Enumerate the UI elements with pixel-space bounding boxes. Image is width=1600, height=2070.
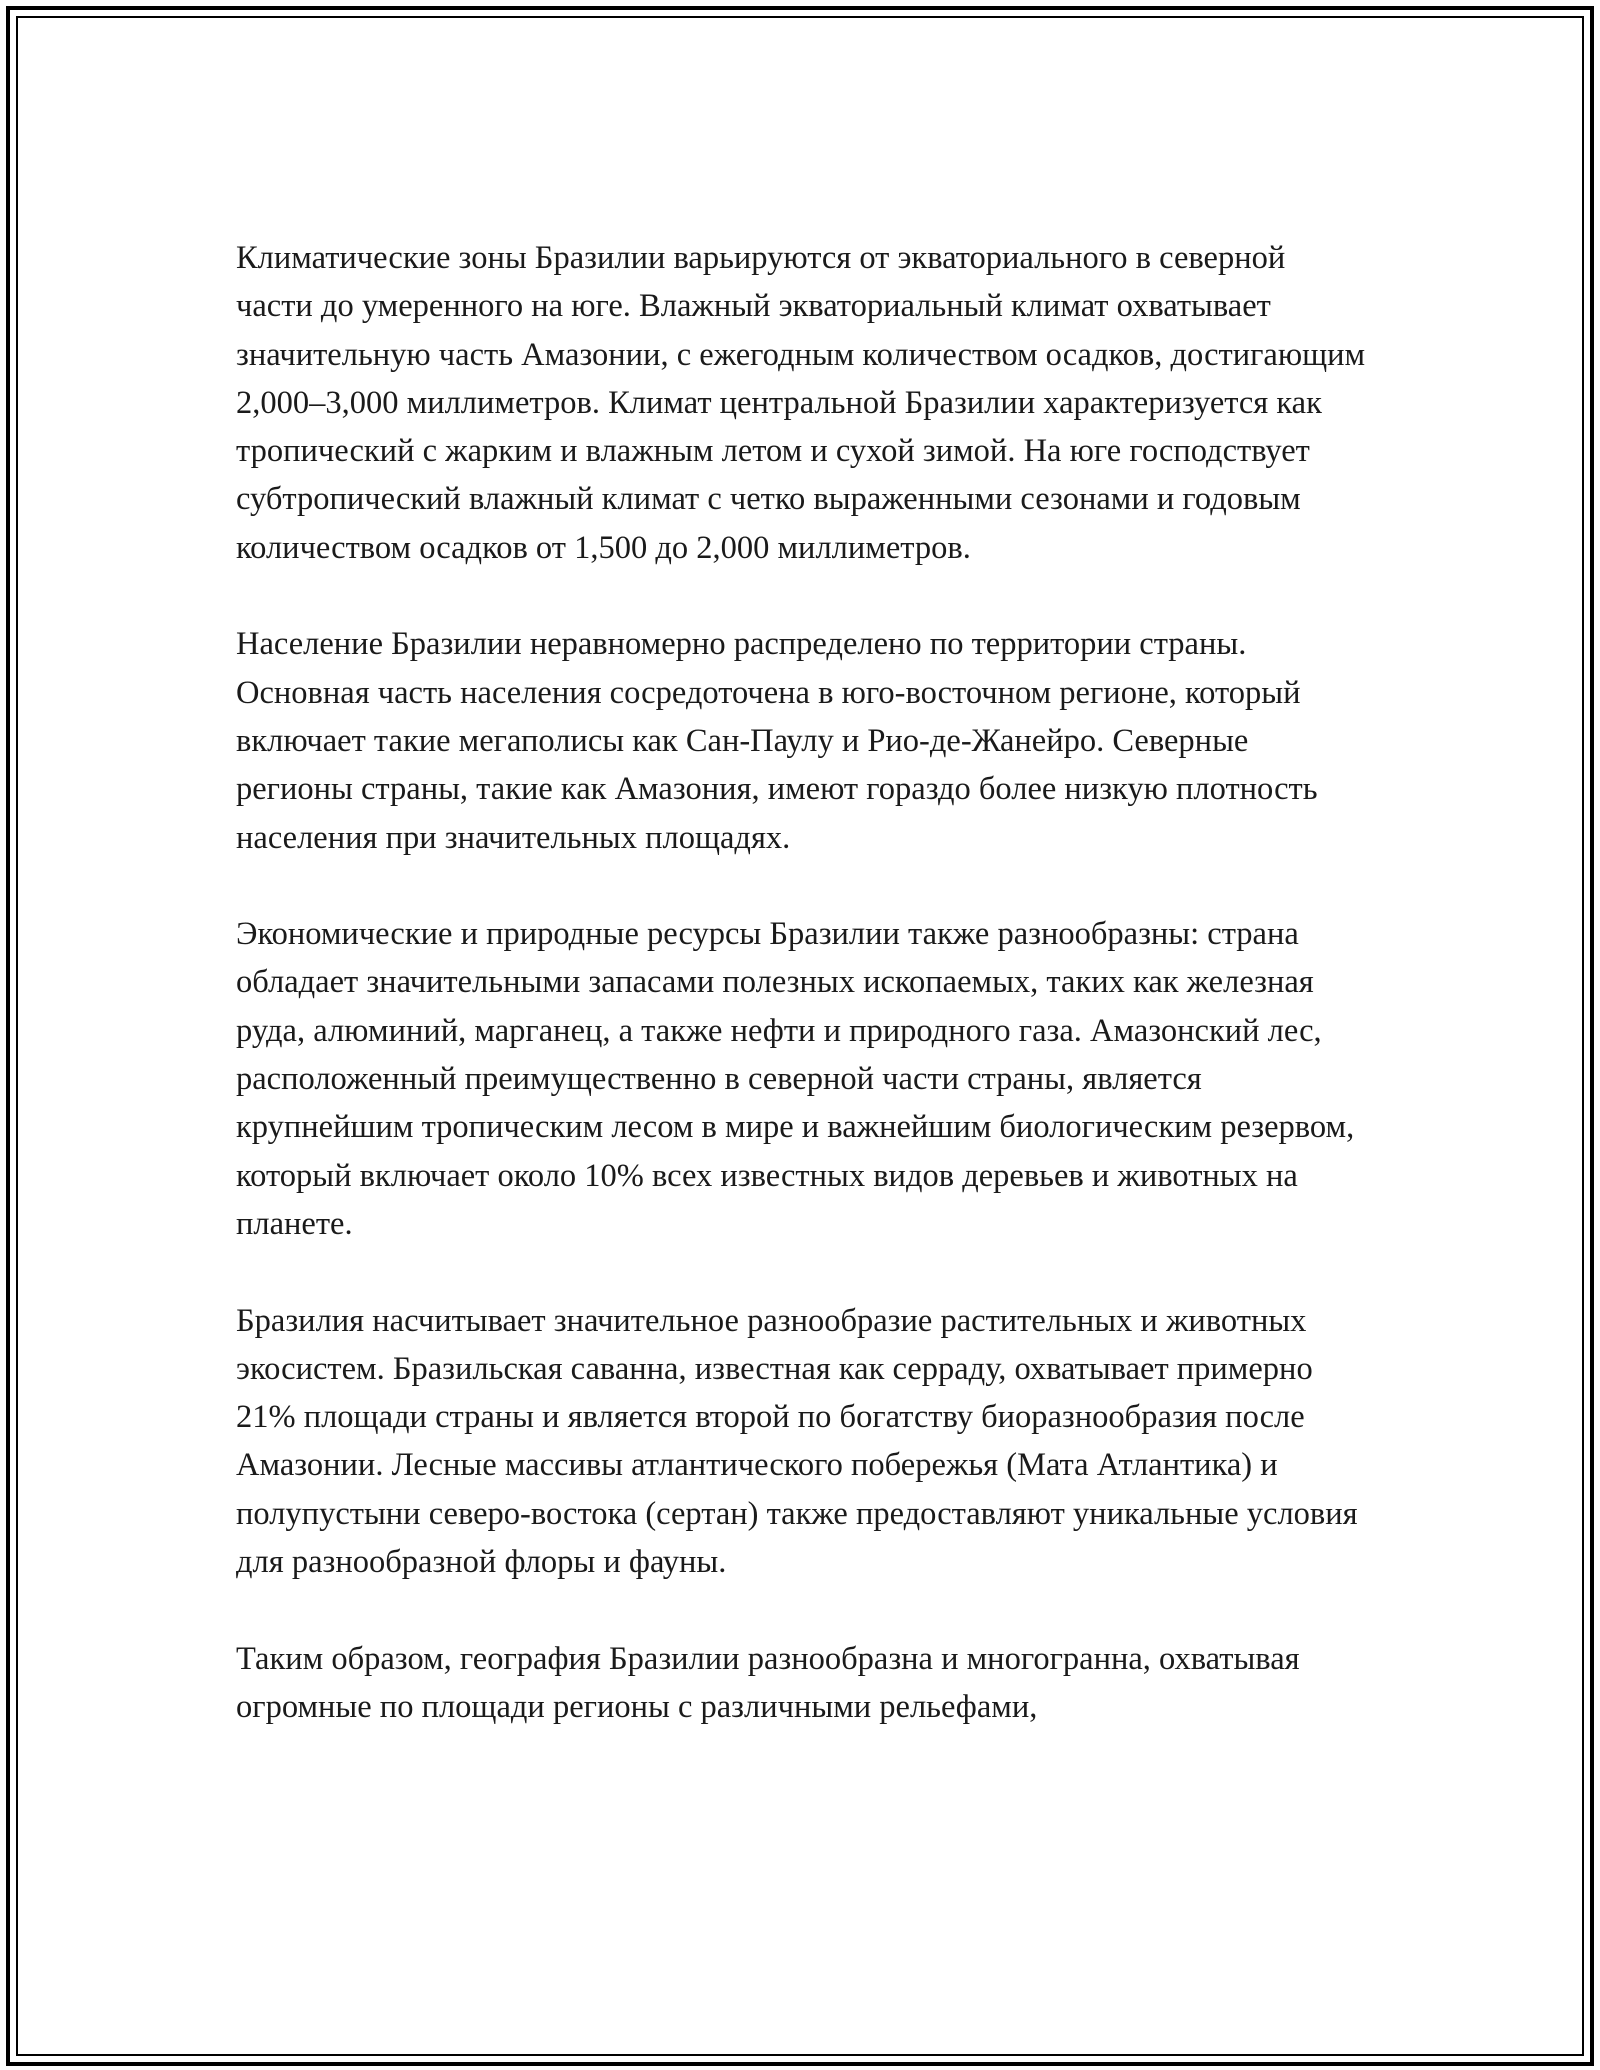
paragraph-population: Население Бразилии неравномерно распределено по территории страны. Основная часть населения сосредоточена в юго-восточном регионе, который включает такие мегаполисы как Сан-Паулу и Рио-де-Жанейро. Северные регионы страны, такие как Амазония, имеют гораздо более низкую плотность населения при значительных площадях. (236, 626, 1318, 856)
paragraph-climate: Климатические зоны Бразилии варьируются от экваториального в северной части до умеренного на юге. Влажный экваториальный климат охватывает значительную часть Амазонии, с ежегодным количеством осадков, достигающим 2,000–3,000 миллиметров. Климат центральной Бразилии характеризуется как тропический с жарким и влажным летом и сухой зимой. На юге господствует субтропический влажный климат с четко выраженными сезонами и годовым количеством осадков от 1,500 до 2,000 миллиметров. (236, 240, 1366, 566)
paragraph-resources: Экономические и природные ресурсы Бразилии также разнообразны: страна обладает значительными запасами полезных ископаемых, таких как железная руда, алюминий, марганец, а также нефти и природного газа. Амазонский лес, расположенный преимущественно в северной части страны, является крупнейшим тропическим лесом в мире и важнейшим биологическим резервом, который включает около 10% всех известных видов деревьев и животных на планете. (236, 916, 1355, 1242)
paragraph-conclusion: Таким образом, география Бразилии разнообразна и многогранна, охватывая огромные по площади регионы с различными рельефами, (236, 1640, 1300, 1725)
paragraph-ecosystems: Бразилия насчитывает значительное разнообразие растительных и животных экосистем. Бразильская саванна, известная как серраду, охватывает примерно 21% площади страны и является второй по богатству биоразнообразия после Амазонии. Лесные массивы атлантического побережья (Мата Атлантика) и полупустыни северо-востока (сертан) также предоставляют уникальные условия для разнообразной флоры и фауны. (236, 1302, 1358, 1581)
document-body (236, 234, 1366, 1780)
